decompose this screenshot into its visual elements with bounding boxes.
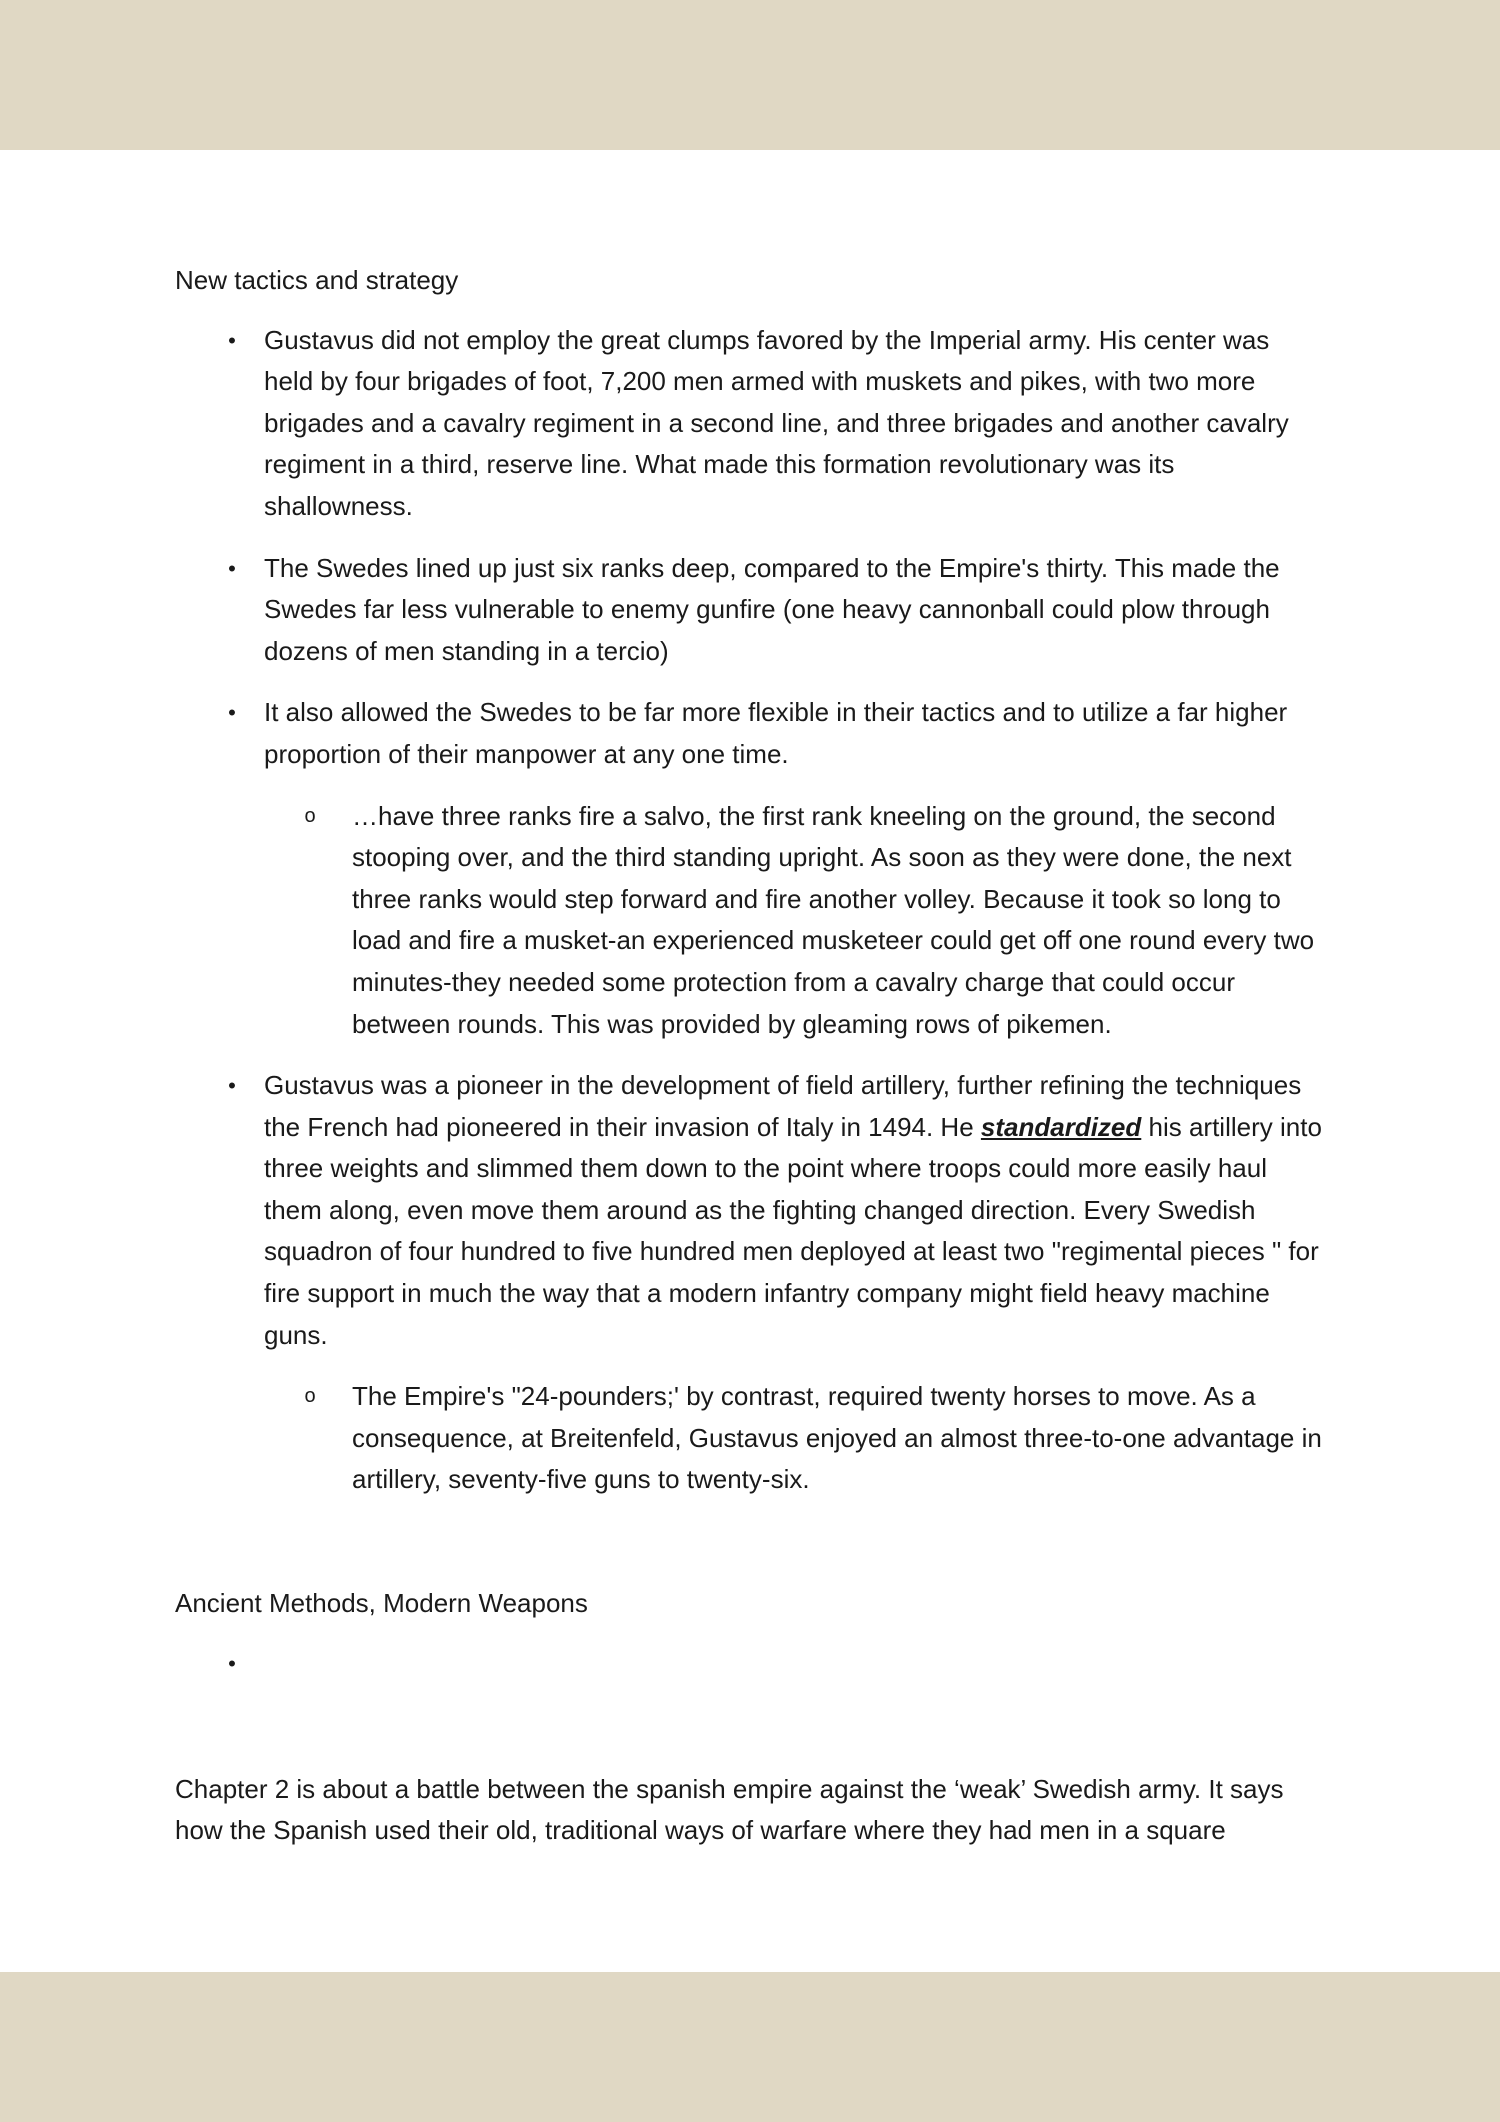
- sub-bullet-list: [264, 796, 1325, 1046]
- bullet-icon: •: [228, 1073, 236, 1099]
- list-item-text-after: his artillery into three weights and slimmed them down to the point where troops could more easily haul them along, even move them around as the fighting changed direction. Every Swedish squadron of four hundred to five hundred men deployed at least two "regimental pieces " for fire support in much the way that a modern infantry company might field heavy machine guns.: [264, 1111, 1322, 1350]
- tactics-bullet-list: [175, 320, 1325, 1501]
- document-page: [0, 150, 1500, 1972]
- list-item-text: It also allowed the Swedes to be far more flexible in their tactics and to utilize a far higher proportion of their manpower at any one time.: [264, 697, 1288, 769]
- list-item: [175, 320, 1325, 528]
- bullet-icon: •: [228, 700, 236, 726]
- bullet-icon: •: [228, 1650, 236, 1676]
- sub-list-item-text: The Empire's "24-pounders;' by contrast, required twenty horses to move. As a consequence, at Breitenfeld, Gustavus enjoyed an almost three-to-one advantage in artillery, seventy-five guns to twenty-six.: [352, 1381, 1322, 1495]
- sub-list-item: [264, 796, 1325, 1046]
- list-item-text: The Swedes lined up just six ranks deep, compared to the Empire's thirty. This made the Swedes far less vulnerable to enemy gunfire (one heavy cannonball could plow through dozens of men standing in a tercio): [264, 552, 1280, 666]
- sub-list-item-text: …have three ranks fire a salvo, the first rank kneeling on the ground, the second stooping over, and the third standing upright. As soon as they were done, the next three ranks would step forward and fire another volley. Because it took so long to load and fire a musket-an experienced musketeer could get off one round every two minutes-they needed some protection from a cavalry charge that could occur between rounds. This was provided by gleaming rows of pikemen.: [352, 800, 1315, 1039]
- list-item: [175, 1065, 1325, 1501]
- closing-paragraph: Chapter 2 is about a battle between the spanish empire against the ‘weak’ Swedish army. It says how the Spanish used their old, traditional ways of warfare where they had men in a square: [175, 1773, 1284, 1846]
- top-background-band: [0, 0, 1500, 150]
- section-heading-new-tactics: New tactics and strategy: [175, 265, 459, 295]
- emphasized-word: standardized: [980, 1111, 1142, 1142]
- bottom-background-band: [0, 1972, 1500, 2122]
- sub-bullet-icon: o: [304, 804, 316, 827]
- sub-bullet-icon: o: [304, 1385, 316, 1408]
- sub-bullet-list: [264, 1376, 1325, 1501]
- empty-bullet-list: [175, 1643, 1325, 1685]
- document-content: [175, 260, 1325, 1878]
- list-item: [175, 692, 1325, 1045]
- bullet-icon: •: [228, 327, 236, 353]
- sub-list-item: [264, 1376, 1325, 1501]
- list-item: [175, 548, 1325, 673]
- list-item-text: Gustavus did not employ the great clumps favored by the Imperial army. His center was held by four brigades of foot, 7,200 men armed with muskets and pikes, with two more brigades and a cavalry regiment in a second line, and three brigades and another cavalry regiment in a third, reserve line. What made this formation revolutionary was its shallowness.: [264, 324, 1289, 521]
- list-item-text-before: Gustavus was a pioneer in the development of field artillery, further refining the techniques the French had pioneered in their invasion of Italy in 1494. He: [264, 1070, 1302, 1142]
- bullet-icon: •: [228, 555, 236, 581]
- section-heading-ancient-methods: Ancient Methods, Modern Weapons: [175, 1588, 588, 1619]
